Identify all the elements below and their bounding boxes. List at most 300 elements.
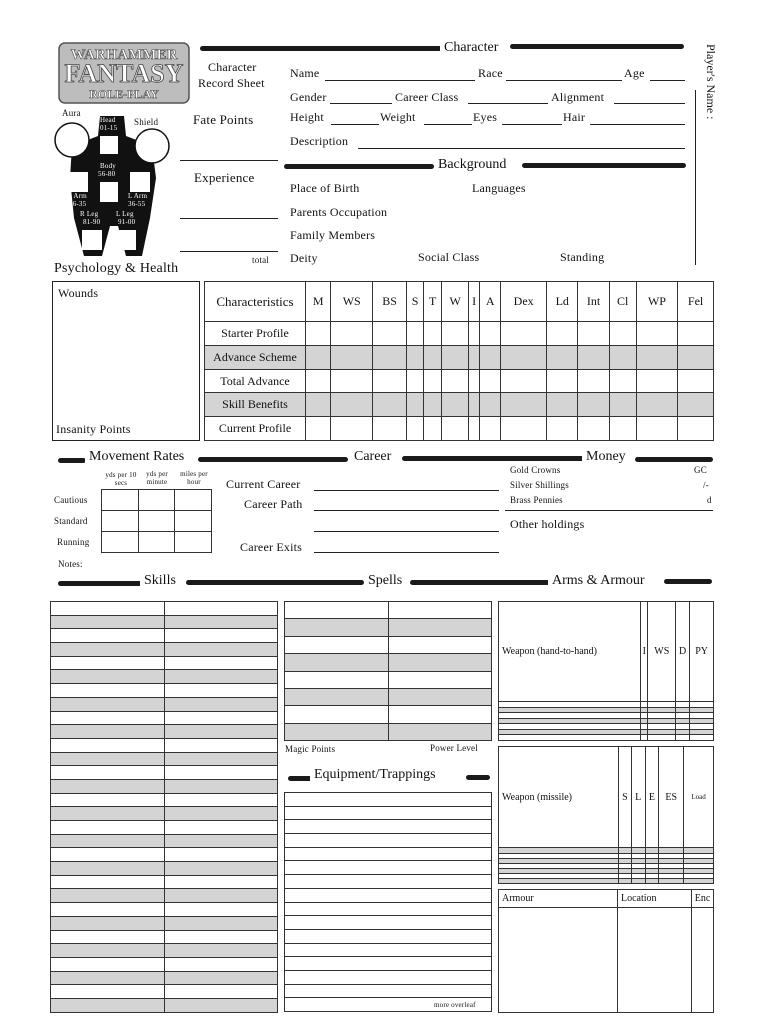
family-members-label: Family Members bbox=[290, 228, 376, 242]
spell-row bbox=[285, 671, 492, 688]
equipment-cell[interactable] bbox=[285, 943, 492, 957]
equipment-row bbox=[285, 888, 492, 902]
char-value-cell[interactable] bbox=[306, 345, 331, 369]
missile-weapon-table bbox=[498, 746, 714, 884]
skill-row bbox=[51, 834, 278, 848]
spell-row bbox=[285, 636, 492, 653]
char-value-cell[interactable] bbox=[469, 369, 480, 393]
spell-cell[interactable] bbox=[388, 654, 492, 671]
skill-cell[interactable] bbox=[51, 711, 165, 725]
skill-cell[interactable] bbox=[51, 971, 165, 985]
deity-label: Deity bbox=[290, 251, 318, 265]
skill-cell[interactable] bbox=[51, 916, 165, 930]
equipment-cell[interactable] bbox=[285, 875, 492, 889]
spell-cell[interactable] bbox=[388, 671, 492, 688]
gender-field[interactable] bbox=[330, 103, 392, 104]
skill-cell[interactable] bbox=[164, 862, 278, 876]
char-value-cell[interactable] bbox=[407, 322, 424, 346]
arms-armour-heading: Arms & Armour bbox=[548, 573, 649, 589]
char-value-cell[interactable] bbox=[469, 417, 480, 441]
char-value-cell[interactable] bbox=[469, 393, 480, 417]
equipment-cell[interactable] bbox=[285, 820, 492, 834]
char-value-cell[interactable] bbox=[442, 393, 469, 417]
equipment-cell[interactable] bbox=[285, 861, 492, 875]
char-row-label: Advance Scheme bbox=[205, 345, 306, 369]
equipment-row bbox=[285, 861, 492, 875]
hth-weapon-cell[interactable] bbox=[676, 735, 690, 741]
skill-cell[interactable] bbox=[164, 944, 278, 958]
skill-cell[interactable] bbox=[51, 766, 165, 780]
char-value-cell[interactable] bbox=[501, 345, 547, 369]
char-value-cell[interactable] bbox=[609, 322, 636, 346]
missile-weapon-cell[interactable] bbox=[659, 878, 684, 883]
char-row bbox=[205, 393, 714, 417]
skill-cell[interactable] bbox=[164, 930, 278, 944]
spell-cell[interactable] bbox=[285, 723, 389, 740]
skill-row bbox=[51, 903, 278, 917]
spell-cell[interactable] bbox=[285, 602, 389, 619]
missile-weapon-cell[interactable] bbox=[645, 878, 659, 883]
char-value-cell[interactable] bbox=[306, 369, 331, 393]
char-header-ld: Ld bbox=[547, 282, 578, 322]
height-label: Height bbox=[290, 110, 324, 124]
sheet-title-2: Record Sheet bbox=[198, 76, 265, 90]
char-value-cell[interactable] bbox=[372, 369, 406, 393]
equipment-cell[interactable] bbox=[285, 916, 492, 930]
movement-col3: miles per hour bbox=[180, 470, 208, 486]
char-value-cell[interactable] bbox=[331, 322, 373, 346]
char-value-cell[interactable] bbox=[407, 417, 424, 441]
char-row bbox=[205, 322, 714, 346]
skill-cell[interactable] bbox=[51, 930, 165, 944]
char-value-cell[interactable] bbox=[424, 369, 442, 393]
char-value-cell[interactable] bbox=[372, 345, 406, 369]
warhammer-logo bbox=[58, 42, 190, 104]
skill-row bbox=[51, 752, 278, 766]
race-field[interactable] bbox=[506, 80, 622, 81]
skill-cell[interactable] bbox=[51, 985, 165, 999]
armour-cell[interactable] bbox=[692, 908, 714, 1013]
skill-cell[interactable] bbox=[164, 615, 278, 629]
char-header-int: Int bbox=[578, 282, 609, 322]
equipment-cell[interactable] bbox=[285, 834, 492, 848]
spell-cell[interactable] bbox=[388, 636, 492, 653]
skill-row bbox=[51, 930, 278, 944]
gender-label: Gender bbox=[290, 90, 327, 104]
languages-label: Languages bbox=[472, 181, 526, 195]
char-header-w: W bbox=[442, 282, 469, 322]
skill-row bbox=[51, 697, 278, 711]
l-arm-range: 36-55 bbox=[128, 200, 146, 208]
char-row bbox=[205, 417, 714, 441]
skill-cell[interactable] bbox=[51, 752, 165, 766]
movement-heading: Movement Rates bbox=[85, 449, 188, 465]
char-value-cell[interactable] bbox=[636, 369, 678, 393]
career-class-field[interactable] bbox=[468, 103, 548, 104]
skill-cell[interactable] bbox=[164, 848, 278, 862]
body-label: Body bbox=[100, 162, 116, 170]
char-value-cell[interactable] bbox=[678, 393, 714, 417]
skill-row bbox=[51, 766, 278, 780]
skill-cell[interactable] bbox=[164, 916, 278, 930]
skill-cell[interactable] bbox=[164, 697, 278, 711]
skill-cell[interactable] bbox=[51, 875, 165, 889]
skill-row bbox=[51, 862, 278, 876]
hth-header-d: D bbox=[676, 602, 690, 702]
spell-cell[interactable] bbox=[388, 706, 492, 723]
skill-cell[interactable] bbox=[51, 807, 165, 821]
spell-row bbox=[285, 723, 492, 740]
skill-cell[interactable] bbox=[164, 998, 278, 1012]
skill-cell[interactable] bbox=[164, 821, 278, 835]
missile-weapon-row bbox=[499, 878, 714, 883]
skill-cell[interactable] bbox=[51, 957, 165, 971]
char-row bbox=[205, 369, 714, 393]
hth-weapon-cell[interactable] bbox=[648, 735, 676, 741]
skill-cell[interactable] bbox=[51, 944, 165, 958]
skill-cell[interactable] bbox=[164, 725, 278, 739]
skill-cell[interactable] bbox=[51, 684, 165, 698]
equipment-cell[interactable] bbox=[285, 888, 492, 902]
char-value-cell[interactable] bbox=[424, 345, 442, 369]
skill-cell[interactable] bbox=[164, 602, 278, 616]
armour-header-enc: Enc bbox=[692, 890, 714, 908]
skill-cell[interactable] bbox=[51, 725, 165, 739]
psychology-box[interactable] bbox=[52, 281, 200, 441]
height-field[interactable] bbox=[331, 124, 379, 125]
equipment-cell[interactable] bbox=[285, 902, 492, 916]
skill-row bbox=[51, 656, 278, 670]
spell-cell[interactable] bbox=[388, 723, 492, 740]
char-value-cell[interactable] bbox=[442, 417, 469, 441]
missile-weapon-cell[interactable] bbox=[499, 878, 619, 883]
skill-cell[interactable] bbox=[164, 793, 278, 807]
hth-header-py: PY bbox=[690, 602, 714, 702]
skill-row bbox=[51, 602, 278, 616]
char-value-cell[interactable] bbox=[678, 369, 714, 393]
char-value-cell[interactable] bbox=[306, 417, 331, 441]
equipment-row bbox=[285, 875, 492, 889]
sheet-title-1: Character bbox=[208, 60, 257, 74]
spell-cell[interactable] bbox=[285, 619, 389, 636]
skill-cell[interactable] bbox=[164, 738, 278, 752]
current-career-label: Current Career bbox=[226, 477, 301, 491]
char-value-cell[interactable] bbox=[407, 393, 424, 417]
char-row bbox=[205, 345, 714, 369]
silver-abbr: /- bbox=[703, 480, 709, 490]
total-label: total bbox=[252, 255, 269, 265]
wounds-label: Wounds bbox=[58, 286, 99, 300]
skill-row bbox=[51, 615, 278, 629]
more-overleaf-label: more overleaf bbox=[434, 1001, 476, 1009]
char-value-cell[interactable] bbox=[609, 417, 636, 441]
career-exits-label: Career Exits bbox=[240, 540, 303, 554]
spell-row bbox=[285, 619, 492, 636]
char-value-cell[interactable] bbox=[372, 393, 406, 417]
social-class-label: Social Class bbox=[418, 250, 480, 264]
hth-header-i: I bbox=[641, 602, 648, 702]
money-heading: Money bbox=[582, 449, 630, 465]
char-value-cell[interactable] bbox=[442, 345, 469, 369]
char-value-cell[interactable] bbox=[636, 417, 678, 441]
skill-row bbox=[51, 944, 278, 958]
skill-cell[interactable] bbox=[164, 779, 278, 793]
char-value-cell[interactable] bbox=[547, 369, 578, 393]
char-header-0: Characteristics bbox=[205, 282, 306, 322]
players-name-text: Player's Name : bbox=[704, 44, 718, 120]
characteristics-table bbox=[204, 281, 714, 441]
char-header-ws: WS bbox=[331, 282, 373, 322]
skill-cell[interactable] bbox=[164, 875, 278, 889]
hth-weapon-cell[interactable] bbox=[499, 735, 641, 741]
character-heading: Character bbox=[440, 40, 502, 56]
skill-cell[interactable] bbox=[51, 779, 165, 793]
char-value-cell[interactable] bbox=[407, 345, 424, 369]
r-arm-range: 16-35 bbox=[69, 200, 87, 208]
spell-row bbox=[285, 706, 492, 723]
char-value-cell[interactable] bbox=[636, 393, 678, 417]
skill-row bbox=[51, 643, 278, 657]
char-value-cell[interactable] bbox=[424, 393, 442, 417]
other-holdings-label: Other holdings bbox=[510, 517, 585, 531]
char-value-cell[interactable] bbox=[331, 393, 373, 417]
skill-cell[interactable] bbox=[51, 903, 165, 917]
skill-cell[interactable] bbox=[51, 629, 165, 643]
r-leg-range: 81-90 bbox=[83, 218, 101, 226]
char-value-cell[interactable] bbox=[331, 417, 373, 441]
age-label: Age bbox=[624, 66, 645, 80]
skill-cell[interactable] bbox=[51, 889, 165, 903]
armour-header-armour: Armour bbox=[499, 890, 618, 908]
skill-cell[interactable] bbox=[164, 752, 278, 766]
char-value-cell[interactable] bbox=[372, 417, 406, 441]
char-value-cell[interactable] bbox=[636, 345, 678, 369]
missile-header-weapon: Weapon (missile) bbox=[499, 747, 619, 848]
armour-cell[interactable] bbox=[618, 908, 692, 1013]
aura-label: Aura bbox=[62, 108, 81, 118]
skill-cell[interactable] bbox=[51, 848, 165, 862]
skill-cell[interactable] bbox=[164, 985, 278, 999]
skill-cell[interactable] bbox=[164, 889, 278, 903]
skill-cell[interactable] bbox=[51, 697, 165, 711]
skill-cell[interactable] bbox=[51, 998, 165, 1012]
skill-cell[interactable] bbox=[164, 903, 278, 917]
hth-weapon-table bbox=[498, 601, 714, 741]
hth-weapon-row bbox=[499, 735, 714, 741]
char-value-cell[interactable] bbox=[578, 345, 609, 369]
char-value-cell[interactable] bbox=[480, 345, 501, 369]
skill-cell[interactable] bbox=[164, 656, 278, 670]
char-value-cell[interactable] bbox=[578, 369, 609, 393]
char-value-cell[interactable] bbox=[609, 345, 636, 369]
insanity-points-label: Insanity Points bbox=[56, 422, 131, 436]
skill-row bbox=[51, 916, 278, 930]
char-value-cell[interactable] bbox=[469, 322, 480, 346]
current-career-field[interactable] bbox=[314, 490, 499, 491]
char-value-cell[interactable] bbox=[442, 369, 469, 393]
armour-cell[interactable] bbox=[499, 908, 618, 1013]
equipment-row bbox=[285, 806, 492, 820]
char-value-cell[interactable] bbox=[480, 369, 501, 393]
hth-weapon-cell[interactable] bbox=[641, 735, 648, 741]
equipment-cell[interactable] bbox=[285, 970, 492, 984]
skill-cell[interactable] bbox=[51, 615, 165, 629]
l-arm-label: L Arm bbox=[128, 192, 148, 200]
experience-label: Experience bbox=[194, 170, 255, 185]
char-value-cell[interactable] bbox=[442, 322, 469, 346]
skill-cell[interactable] bbox=[164, 711, 278, 725]
skill-row bbox=[51, 725, 278, 739]
career-heading: Career bbox=[350, 449, 395, 465]
char-header-a: A bbox=[480, 282, 501, 322]
char-value-cell[interactable] bbox=[578, 393, 609, 417]
notes-label: Notes: bbox=[58, 559, 83, 569]
spell-cell[interactable] bbox=[285, 636, 389, 653]
char-value-cell[interactable] bbox=[609, 393, 636, 417]
spell-cell[interactable] bbox=[285, 654, 389, 671]
char-value-cell[interactable] bbox=[578, 322, 609, 346]
char-value-cell[interactable] bbox=[306, 393, 331, 417]
hair-field[interactable] bbox=[590, 124, 685, 125]
spell-cell[interactable] bbox=[388, 602, 492, 619]
skill-cell[interactable] bbox=[51, 656, 165, 670]
movement-cautious: Cautious bbox=[54, 495, 88, 505]
name-field[interactable] bbox=[325, 80, 475, 81]
char-row-label: Starter Profile bbox=[205, 322, 306, 346]
skill-row bbox=[51, 848, 278, 862]
skill-cell[interactable] bbox=[51, 793, 165, 807]
hth-header-ws: WS bbox=[648, 602, 676, 702]
skill-cell[interactable] bbox=[51, 834, 165, 848]
char-value-cell[interactable] bbox=[424, 322, 442, 346]
shield-label: Shield bbox=[134, 117, 159, 127]
skill-row bbox=[51, 711, 278, 725]
skill-cell[interactable] bbox=[51, 670, 165, 684]
career-exits-field[interactable] bbox=[314, 552, 499, 553]
equipment-row bbox=[285, 970, 492, 984]
equipment-row bbox=[285, 902, 492, 916]
char-value-cell[interactable] bbox=[501, 322, 547, 346]
char-value-cell[interactable] bbox=[547, 322, 578, 346]
equipment-row bbox=[285, 793, 492, 807]
skill-cell[interactable] bbox=[51, 738, 165, 752]
career-path-field[interactable] bbox=[314, 510, 499, 511]
name-label: Name bbox=[290, 66, 320, 80]
equipment-cell[interactable] bbox=[285, 806, 492, 820]
skill-row bbox=[51, 807, 278, 821]
parents-occupation-label: Parents Occupation bbox=[290, 205, 388, 219]
logo-graphic bbox=[58, 42, 190, 104]
char-value-cell[interactable] bbox=[469, 345, 480, 369]
skill-cell[interactable] bbox=[51, 821, 165, 835]
spells-heading: Spells bbox=[364, 573, 406, 589]
equipment-cell[interactable] bbox=[285, 793, 492, 807]
char-value-cell[interactable] bbox=[480, 322, 501, 346]
char-header-s: S bbox=[407, 282, 424, 322]
skill-cell[interactable] bbox=[164, 643, 278, 657]
equipment-cell[interactable] bbox=[285, 984, 492, 998]
missile-weapon-cell[interactable] bbox=[684, 878, 714, 883]
skill-row bbox=[51, 985, 278, 999]
movement-standard: Standard bbox=[54, 516, 88, 526]
char-value-cell[interactable] bbox=[331, 369, 373, 393]
equipment-cell[interactable] bbox=[285, 957, 492, 971]
skill-cell[interactable] bbox=[164, 670, 278, 684]
char-value-cell[interactable] bbox=[609, 369, 636, 393]
spell-cell[interactable] bbox=[388, 619, 492, 636]
spell-row bbox=[285, 654, 492, 671]
equipment-cell[interactable] bbox=[285, 929, 492, 943]
equipment-row bbox=[285, 820, 492, 834]
weight-field[interactable] bbox=[424, 124, 472, 125]
career-class-label: Career Class bbox=[395, 90, 459, 104]
char-header-m: M bbox=[306, 282, 331, 322]
skill-cell[interactable] bbox=[164, 807, 278, 821]
r-leg-label: R Leg bbox=[80, 210, 99, 218]
char-value-cell[interactable] bbox=[678, 417, 714, 441]
movement-col2: yds per minute bbox=[146, 470, 168, 486]
char-header-dex: Dex bbox=[501, 282, 547, 322]
missile-weapon-cell[interactable] bbox=[619, 878, 632, 883]
skill-cell[interactable] bbox=[51, 643, 165, 657]
age-field[interactable] bbox=[650, 80, 685, 81]
char-value-cell[interactable] bbox=[306, 322, 331, 346]
hth-weapon-cell[interactable] bbox=[690, 735, 714, 741]
char-value-cell[interactable] bbox=[578, 417, 609, 441]
equipment-table bbox=[284, 792, 492, 1012]
equipment-row bbox=[285, 847, 492, 861]
skill-cell[interactable] bbox=[51, 602, 165, 616]
char-value-cell[interactable] bbox=[424, 417, 442, 441]
skill-cell[interactable] bbox=[164, 834, 278, 848]
alignment-field[interactable] bbox=[614, 103, 685, 104]
char-value-cell[interactable] bbox=[372, 322, 406, 346]
body-range: 56-80 bbox=[98, 170, 116, 178]
char-value-cell[interactable] bbox=[501, 417, 547, 441]
char-value-cell[interactable] bbox=[678, 345, 714, 369]
spell-cell[interactable] bbox=[285, 706, 389, 723]
char-value-cell[interactable] bbox=[501, 369, 547, 393]
skill-cell[interactable] bbox=[164, 971, 278, 985]
spell-cell[interactable] bbox=[388, 688, 492, 705]
skill-row bbox=[51, 793, 278, 807]
char-value-cell[interactable] bbox=[480, 417, 501, 441]
missile-weapon-cell[interactable] bbox=[631, 878, 645, 883]
spell-cell[interactable] bbox=[285, 688, 389, 705]
description-field[interactable] bbox=[358, 148, 685, 149]
char-value-cell[interactable] bbox=[636, 322, 678, 346]
equipment-cell[interactable] bbox=[285, 847, 492, 861]
char-value-cell[interactable] bbox=[547, 345, 578, 369]
char-value-cell[interactable] bbox=[501, 393, 547, 417]
skill-cell[interactable] bbox=[51, 862, 165, 876]
missile-header-load: Load bbox=[684, 747, 714, 848]
char-value-cell[interactable] bbox=[678, 322, 714, 346]
char-value-cell[interactable] bbox=[547, 393, 578, 417]
eyes-field[interactable] bbox=[502, 124, 562, 125]
char-value-cell[interactable] bbox=[407, 369, 424, 393]
race-label: Race bbox=[478, 66, 503, 80]
skill-cell[interactable] bbox=[164, 766, 278, 780]
skill-cell[interactable] bbox=[164, 957, 278, 971]
char-value-cell[interactable] bbox=[547, 417, 578, 441]
skill-cell[interactable] bbox=[164, 629, 278, 643]
char-value-cell[interactable] bbox=[331, 345, 373, 369]
skill-cell[interactable] bbox=[164, 684, 278, 698]
hth-header-weapon: Weapon (hand-to-hand) bbox=[499, 602, 641, 702]
char-value-cell[interactable] bbox=[480, 393, 501, 417]
spell-cell[interactable] bbox=[285, 671, 389, 688]
